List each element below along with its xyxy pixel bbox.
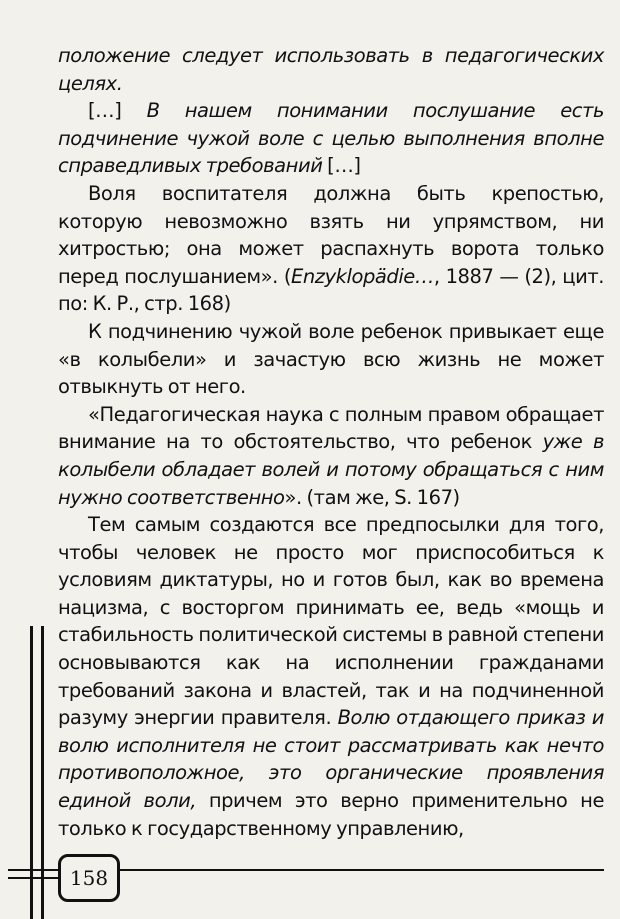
italic-text-run: Enzyklopädie…	[291, 264, 434, 288]
paragraph	[58, 511, 604, 842]
margin-rule-outer	[30, 626, 33, 919]
footer-rule-bottom	[8, 877, 58, 879]
text-run: «Педагогическая наука с полным правом обращает внимание на то обстоятельство, что ребенок	[58, 402, 604, 454]
text-run: […]	[88, 99, 147, 123]
body-text	[58, 42, 604, 842]
paragraph	[58, 180, 604, 318]
paragraph	[58, 318, 604, 401]
text-run: Тем самым создаются все предпосылки для того, чтобы человек не просто мог приспособиться к условиям диктатуры, но и готов был, как во времена нацизма, с восторгом принимать ее, ведь «мощь и стабильность политической системы в равной степени основываются как на исполнении гражданами требований закона и властей, так и на подчиненной разуму энергии правителя.	[58, 513, 604, 730]
paragraph	[58, 401, 604, 511]
page-number: 158	[58, 854, 120, 902]
margin-rule-inner	[41, 626, 44, 919]
text-run: , 1887 — (2), цит. по: К. Р., стр. 168)	[58, 264, 605, 316]
text-run: Воля воспитателя должна быть крепостью, которую невозможно взять ни упрямством, ни хитростью; она может распахнуть ворота только перед послушанием». (	[58, 181, 604, 288]
text-run: причем это верно применительно не только к государственному управлению,	[58, 789, 604, 840]
text-run: К подчинению чужой воле ребенок привыкает еще «в колыбели» и зачастую всю жизнь не может отвыкнуть от него.	[58, 319, 604, 399]
italic-text-run: Волю отдающего приказ и волю исполнителя не стоит рассматривать как нечто противоположное, это органические проявления единой воли,	[58, 706, 604, 813]
italic-text-run: В нашем понимании послушание есть подчинение чужой воле с целью выполнения вполне справедливых требований	[58, 99, 604, 178]
text-run: […]	[327, 154, 361, 178]
text-run: ». (там же, S. 167)	[284, 485, 460, 509]
italic-text-run: положение следует использовать в педагогических целях.	[58, 44, 604, 95]
italic-text-run: уже в колыбели обладает волей и потому обращаться с ним нужно соответственно	[58, 430, 605, 509]
paragraph	[58, 97, 604, 180]
paragraph	[58, 42, 604, 97]
